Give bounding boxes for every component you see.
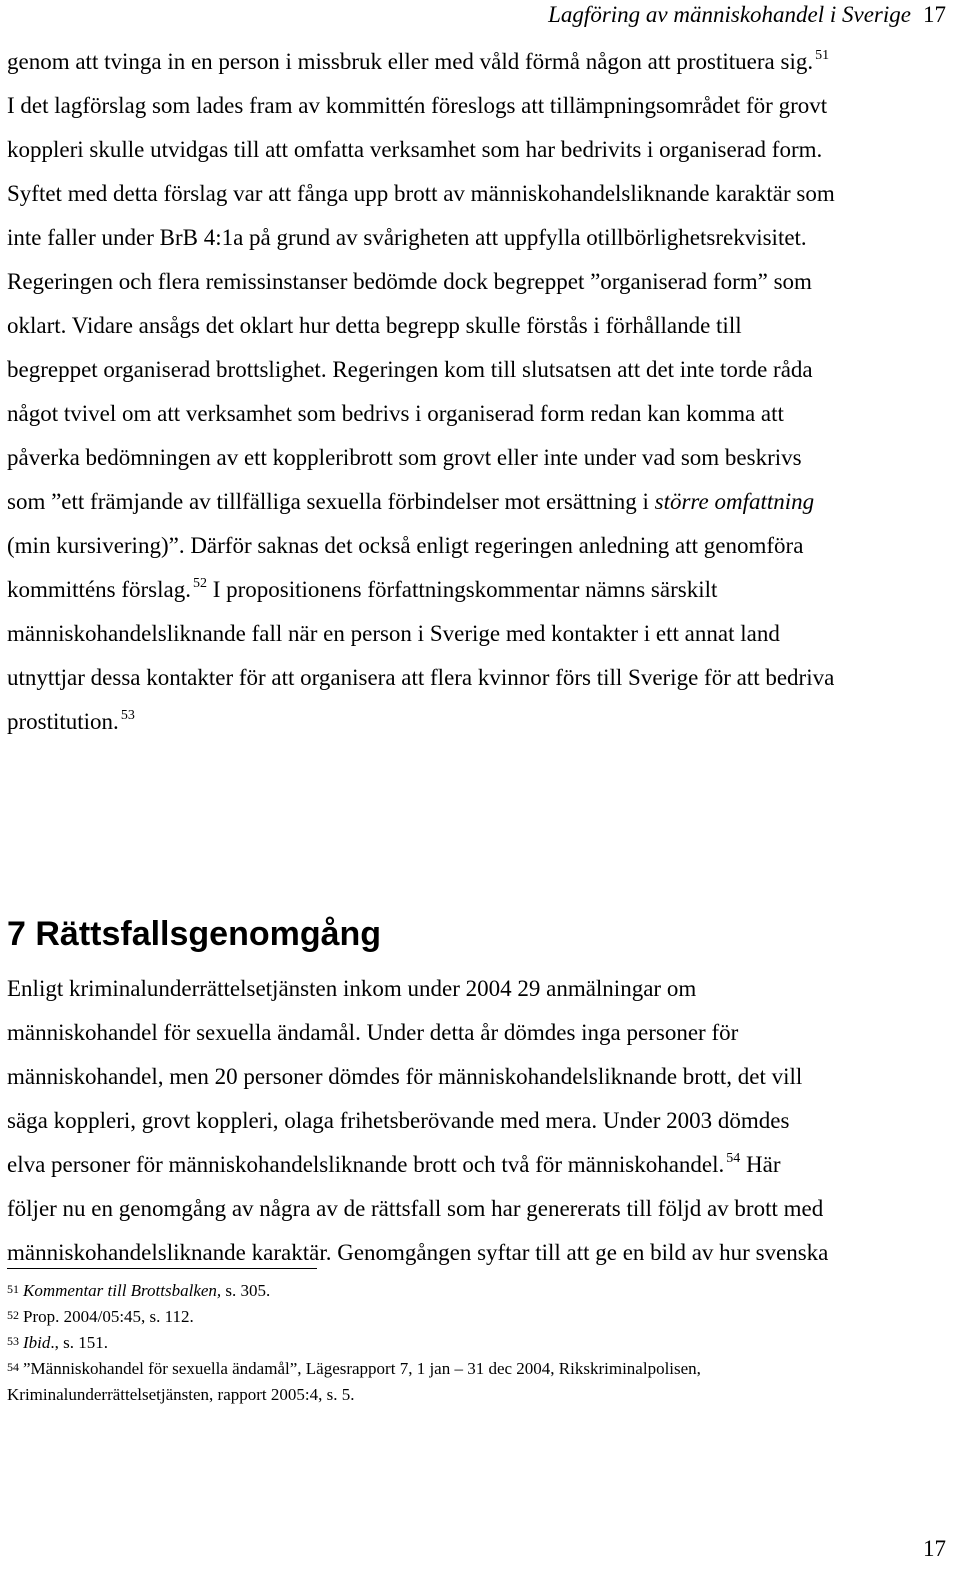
text-line: prostitution. $^{53}$: [7, 708, 135, 734]
text-line: människohandel för sexuella ändamål. Under detta år dömdes inga personer för: [7, 1020, 739, 1045]
text-line: begreppet organiserad brottslighet. Regeringen kom till slutsatsen att det inte torde råda: [7, 357, 813, 382]
text-line: Syftet med detta förslag var att fånga upp brott av människohandelsliknande karaktär som: [7, 181, 835, 206]
footnote-divider: [7, 1268, 317, 1269]
text-line: människohandelsliknande karaktär. Genomgången syftar till att ge en bild av hur svenska: [7, 1240, 829, 1265]
text-line: (min kursivering)”. Därför saknas det också enligt regeringen anledning att genomföra: [7, 533, 804, 558]
text-line: utnyttjar dessa kontakter för att organisera att flera kvinnor förs till Sverige för att bedriva: [7, 665, 835, 690]
text-line: säga koppleri, grovt koppleri, olaga frihetsberövande med mera. Under 2003 dömdes: [7, 1108, 790, 1133]
footnote-emphasis: Kommentar till Brottsbalken,: [23, 1281, 222, 1300]
footnote-51: $^{51}$ Kommentar till Brottsbalken, s. 305.: [7, 1281, 271, 1300]
text-line: kommitténs förslag. $^{52}$ I propositionens författningskommentar nämns särskilt: [7, 576, 718, 602]
body-paragraph-2: [7, 967, 951, 1275]
footnote-number: 52: [7, 1308, 19, 1322]
text-line: koppleri skulle utvidgas till att omfatta verksamhet som har bedrivits i organiserad form.: [7, 137, 823, 162]
footnote-number: 51: [7, 1282, 19, 1296]
text-line: Enligt kriminalunderrättelsetjänsten inkom under 2004 29 anmälningar om: [7, 976, 697, 1001]
text-line: Regeringen och flera remissinstanser bedömde dock begreppet ”organiserad form” som: [7, 269, 812, 294]
text-line: påverka bedömningen av ett koppleribrott som grovt eller inte under vad som beskrivs: [7, 445, 802, 470]
text-line: oklart. Vidare ansågs det oklart hur detta begrepp skulle förstås i förhållande till: [7, 313, 742, 338]
text-line: människohandelsliknande fall när en person i Sverige med kontakter i ett annat land: [7, 621, 780, 646]
footer-page-number: 17: [923, 1536, 946, 1561]
footnote-emphasis: Ibid: [23, 1333, 51, 1352]
text-line: elva personer för människohandelsliknande brott och två för människohandel. $^{54}$ Här: [7, 1151, 781, 1177]
footnote-number: 54: [7, 1360, 19, 1374]
text-line: något tvivel om att verksamhet som bedrivs i organiserad form redan kan komma att: [7, 401, 784, 426]
footnote-54: $^{54}$ ”Människohandel för sexuella ändamål”, Lägesrapport 7, 1 jan – 31 dec 2004, Rikskriminalpolisen,: [7, 1359, 701, 1378]
emphasis-text: större omfattning: [654, 489, 815, 514]
running-title: Lagföring av människohandel i Sverige: [548, 2, 911, 27]
header-page-number: 17: [923, 2, 946, 27]
running-header: [548, 0, 946, 30]
footnote-52: $^{52}$ Prop. 2004/05:45, s. 112.: [7, 1307, 194, 1326]
footnote-ref-54[interactable]: 54: [726, 1151, 741, 1166]
footnote-number: 53: [7, 1334, 19, 1348]
footnotes-list: [7, 1278, 951, 1408]
text-line: genom att tvinga in en person i missbruk eller med våld förmå någon att prostituera sig. $^{51}$: [7, 48, 830, 74]
text-line: följer nu en genomgång av några av de rättsfall som har genererats till följd av brott med: [7, 1196, 824, 1221]
footnote-ref-53[interactable]: 53: [120, 708, 135, 723]
footnote-ref-52[interactable]: 52: [192, 576, 207, 591]
text-line: I det lagförslag som lades fram av kommittén föreslogs att tillämpningsområdet för grovt: [7, 93, 828, 118]
section-heading: 7 Rättsfallsgenomgång: [7, 915, 382, 953]
text-line: inte faller under BrB 4:1a på grund av svårigheten att uppfylla otillbörlighetsrekvisitet.: [7, 225, 807, 250]
text-line: som ”ett främjande av tillfälliga sexuella förbindelser mot ersättning i större omfattning: [7, 489, 815, 514]
text-line: människohandel, men 20 personer dömdes för människohandelsliknande brott, det vill: [7, 1064, 803, 1089]
body-paragraph-1: [7, 40, 951, 744]
footnote-54-continued: Kriminalunderrättelsetjänsten, rapport 2005:4, s. 5.: [7, 1385, 355, 1404]
footnote-ref-51[interactable]: 51: [815, 48, 830, 63]
footnote-53: $^{53}$ Ibid., s. 151.: [7, 1333, 109, 1352]
